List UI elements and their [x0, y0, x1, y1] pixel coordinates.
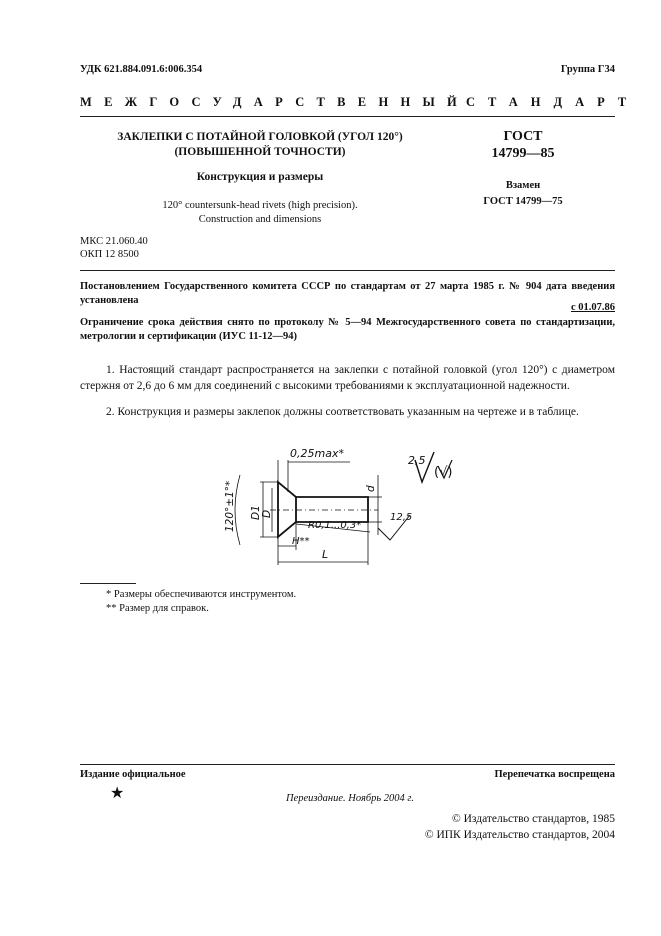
title-en: [80, 199, 440, 227]
title-subtitle: Конструкция и размеры: [196, 171, 324, 183]
footer-divider: [80, 764, 615, 765]
title-ru-line2: (ПОВЫШЕННОЙ ТОЧНОСТИ): [174, 146, 346, 158]
title-en-line1: 120° countersunk-head rivets (high precision).: [162, 200, 358, 211]
label-top-offset: 0,25max*: [290, 447, 344, 460]
paragraph-2: 2. Конструкция и размеры заклепок должны соответствовать указанным на чертеже и в таблице.: [106, 406, 579, 418]
label-angle: 120°±1°*: [224, 480, 236, 532]
decree-limit: Ограничение срока действия снято по протоколу № 5—94 Межгосударственного совета по стандартизации, метрологии и сертификации (ИУС 11-12—94): [80, 317, 615, 342]
banner-left: МЕЖГОСУДАРСТВЕННЫЙ: [80, 95, 470, 109]
footnote-2: ** Размер для справок.: [106, 603, 209, 614]
gost-number: 14799—85: [491, 146, 555, 161]
rivet-drawing: [200, 440, 490, 575]
label-h: H**: [292, 536, 310, 547]
gost-label: ГОСТ: [503, 129, 543, 144]
replaces-label: Взамен: [505, 180, 541, 191]
label-roughness-top: 2,5: [408, 454, 426, 467]
footnote-divider: [80, 583, 136, 584]
gost-block: [458, 128, 588, 162]
banner-divider: [80, 116, 615, 117]
label-d-head: D: [261, 509, 273, 518]
label-d1: D1: [250, 505, 262, 520]
decree-text: Постановлением Государственного комитета СССР по стандартам от 27 марта 1985 г. № 904 дата введения установлена: [80, 281, 615, 306]
reprint-prohibited: Перепечатка воспрещена: [494, 769, 615, 780]
banner-right: СТАНДАРТ: [466, 95, 640, 109]
group-code: Группа Г34: [560, 64, 615, 75]
reissue-note: Переиздание. Ноябрь 2004 г.: [286, 793, 415, 804]
mks-code: МКС 21.060.40: [80, 236, 148, 247]
label-radius: R0,1...0,3*: [308, 520, 362, 531]
copyright-1985: © Издательство стандартов, 1985: [451, 813, 615, 825]
okp-code: ОКП 12 8500: [80, 249, 139, 260]
replaces-block: [458, 178, 588, 210]
udk-code: УДК 621.884.091.6:006.354: [80, 64, 203, 75]
copyright-2004: © ИПК Издательство стандартов, 2004: [424, 829, 615, 841]
official-edition: Издание официальное: [80, 769, 186, 780]
label-roughness: 12,5: [390, 512, 413, 523]
footnote-1: * Размеры обеспечиваются инструментом.: [106, 589, 297, 600]
title-ru: [80, 130, 440, 160]
title-en-line2: Construction and dimensions: [198, 214, 322, 225]
classification-codes: [80, 235, 148, 261]
replaces-value: ГОСТ 14799—75: [483, 196, 563, 207]
label-d-shank: d: [365, 485, 377, 492]
paragraph-1: 1. Настоящий стандарт распространяется на заклепки с потайной головкой (угол 120°) с диаметром стержня от 2,6 до 6 мм для соединений с высокими требованиями к эксплуатационной надежности.: [80, 364, 615, 392]
title-ru-line1: ЗАКЛЕПКИ С ПОТАЙНОЙ ГОЛОВКОЙ (УГОЛ 120°): [117, 131, 403, 143]
decree-date: с 01.07.86: [570, 302, 615, 313]
label-roughness-paren: (√): [434, 465, 453, 480]
star-mark: ★: [110, 783, 125, 802]
label-l: L: [322, 548, 329, 561]
section-divider: [80, 270, 615, 271]
